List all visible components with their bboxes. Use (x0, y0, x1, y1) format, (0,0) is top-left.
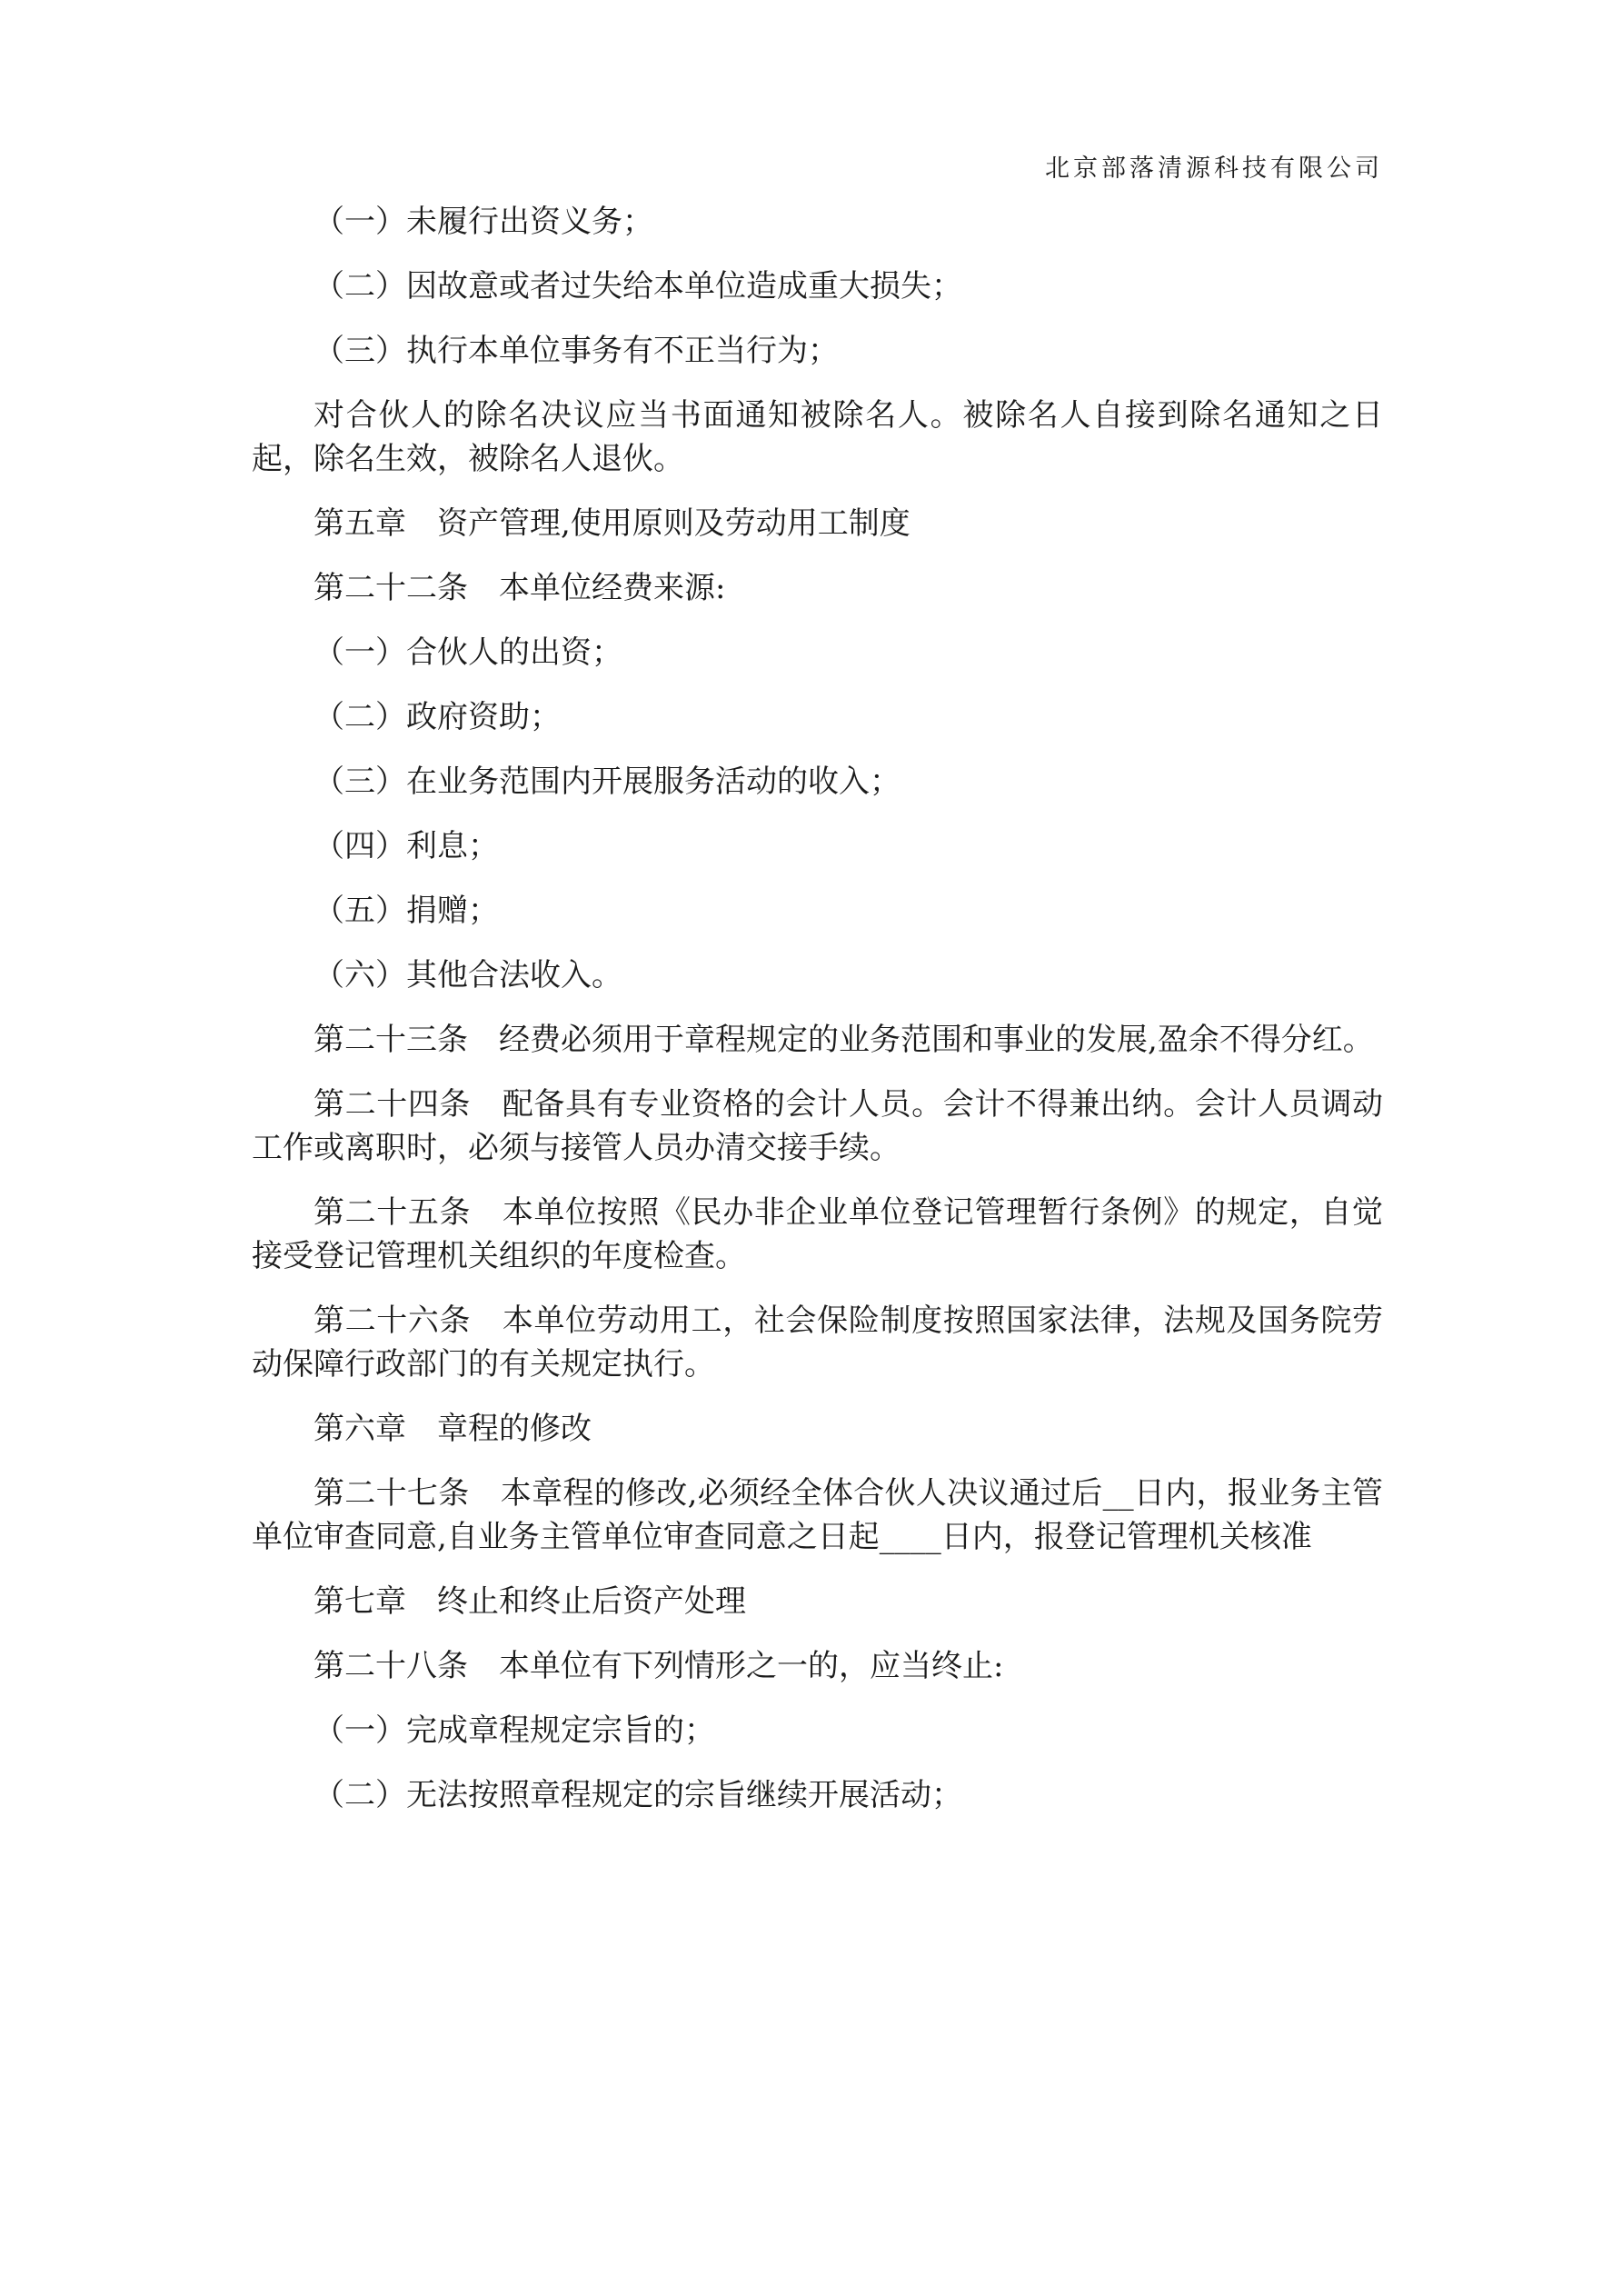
clause-item: （一）完成章程规定宗旨的； (313, 1712, 715, 1749)
article-paragraph: 第二十七条 本章程的修改,必须经全体合伙人决议通过后__日内，报业务主管单位审查同意,自业务主管单位审查同意之日起____日内，报登记管理机关核准 (252, 1475, 1383, 1555)
chapter-heading: 第七章 终止和终止后资产处理 (313, 1583, 746, 1620)
clause-item: （四）利息； (313, 828, 499, 864)
chapter-heading: 第六章 章程的修改 (313, 1411, 592, 1447)
paragraph: 对合伙人的除名决议应当书面通知被除名人。被除名人自接到除名通知之日起，除名生效，被除名人退伙。 (252, 397, 1383, 477)
article-paragraph: 第二十六条 本单位劳动用工，社会保险制度按照国家法律，法规及国务院劳动保障行政部门的有关规定执行。 (252, 1303, 1383, 1383)
article-paragraph: 第二十三条 经费必须用于章程规定的业务范围和事业的发展,盈余不得分红。 (313, 1022, 1374, 1058)
clause-item: （三）执行本单位事务有不正当行为； (313, 333, 839, 369)
chapter-heading: 第五章 资产管理,使用原则及劳动用工制度 (313, 505, 911, 542)
article-paragraph: 第二十四条 配备具有专业资格的会计人员。会计不得兼出纳。会计人员调动工作或离职时，必须与接管人员办清交接手续。 (252, 1086, 1383, 1166)
clause-item: （二）因故意或者过失给本单位造成重大损失； (313, 268, 962, 304)
document-body (252, 200, 1383, 1838)
clause-item: （六）其他合法收入。 (313, 957, 622, 993)
clause-item: （三）在业务范围内开展服务活动的收入； (313, 764, 901, 800)
clause-item: （二）无法按照章程规定的宗旨继续开展活动； (313, 1777, 962, 1813)
clause-item: （一）未履行出资义务； (313, 204, 653, 240)
article-paragraph: 第二十五条 本单位按照《民办非企业单位登记管理暂行条例》的规定，自觉接受登记管理机关组织的年度检查。 (252, 1194, 1383, 1274)
article-heading: 第二十八条 本单位有下列情形之一的，应当终止: (313, 1648, 1004, 1684)
header-company-name: 北京部落清源科技有限公司 (1045, 155, 1383, 183)
clause-item: （一）合伙人的出资； (313, 634, 622, 671)
clause-item: （五）捐赠； (313, 893, 499, 929)
clause-item: （二）政府资助； (313, 699, 561, 735)
article-heading: 第二十二条 本单位经费来源: (313, 570, 726, 606)
